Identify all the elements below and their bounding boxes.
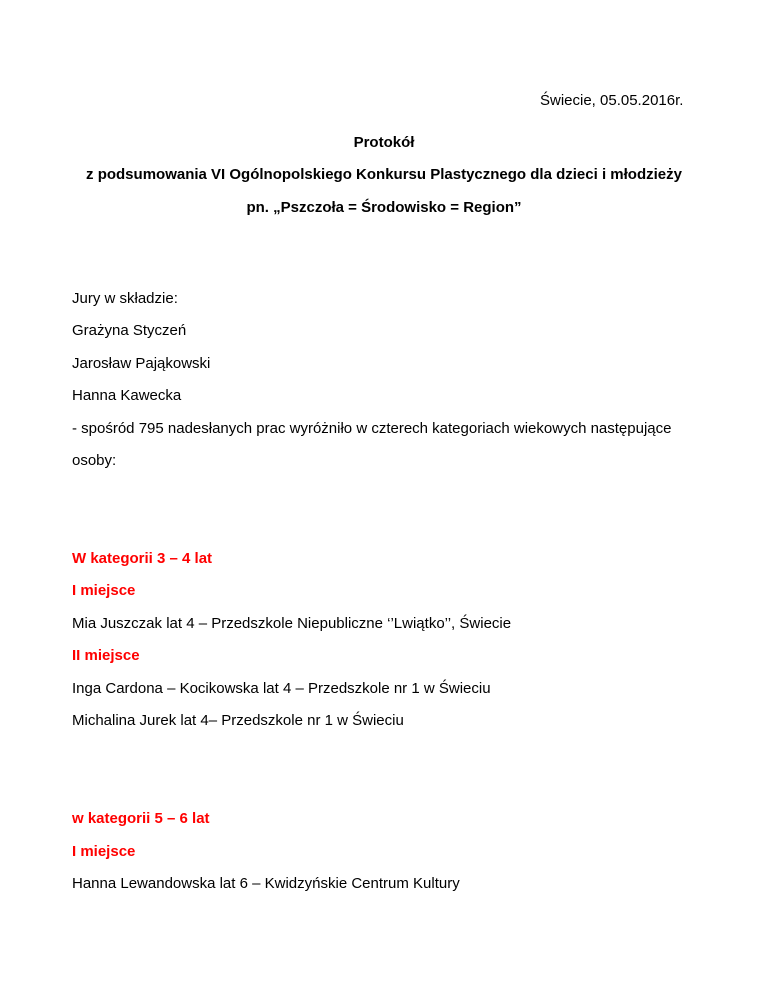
winner-entry: Mia Juszczak lat 4 – Przedszkole Niepubliczne ‘’Lwiątko’’, Świecie xyxy=(72,615,512,632)
jury-member: Hanna Kawecka xyxy=(72,387,182,404)
place-label: II miejsce xyxy=(72,647,140,664)
winner-entry: Inga Cardona – Kocikowska lat 4 – Przedszkole nr 1 w Świeciu xyxy=(72,680,491,697)
jury-member: Jarosław Pająkowski xyxy=(72,355,211,372)
place-label: I miejsce xyxy=(72,843,136,860)
category-heading: W kategorii 3 – 4 lat xyxy=(72,550,213,567)
jury-intro: Jury w składzie: xyxy=(72,290,178,307)
category-heading: w kategorii 5 – 6 lat xyxy=(72,810,210,827)
document-subtitle: z podsumowania VI Ogólnopolskiego Konkursu Plastycznego dla dzieci i młodzieży xyxy=(86,166,682,183)
document-heading: Protokół xyxy=(353,134,415,151)
jury-summary: - spośród 795 nadesłanych prac wyróżniło w czterech kategoriach wiekowych następujące xyxy=(72,420,672,437)
winner-entry: Michalina Jurek lat 4– Przedszkole nr 1 w Świeciu xyxy=(72,712,404,729)
jury-member: Grażyna Styczeń xyxy=(72,322,187,339)
jury-summary-continued: osoby: xyxy=(72,452,117,469)
place-label: I miejsce xyxy=(72,582,136,599)
document-date: Świecie, 05.05.2016r. xyxy=(540,92,684,109)
winner-entry: Hanna Lewandowska lat 6 – Kwidzyńskie Centrum Kultury xyxy=(72,875,460,892)
contest-name: pn. „Pszczoła = Środowisko = Region” xyxy=(246,199,522,216)
